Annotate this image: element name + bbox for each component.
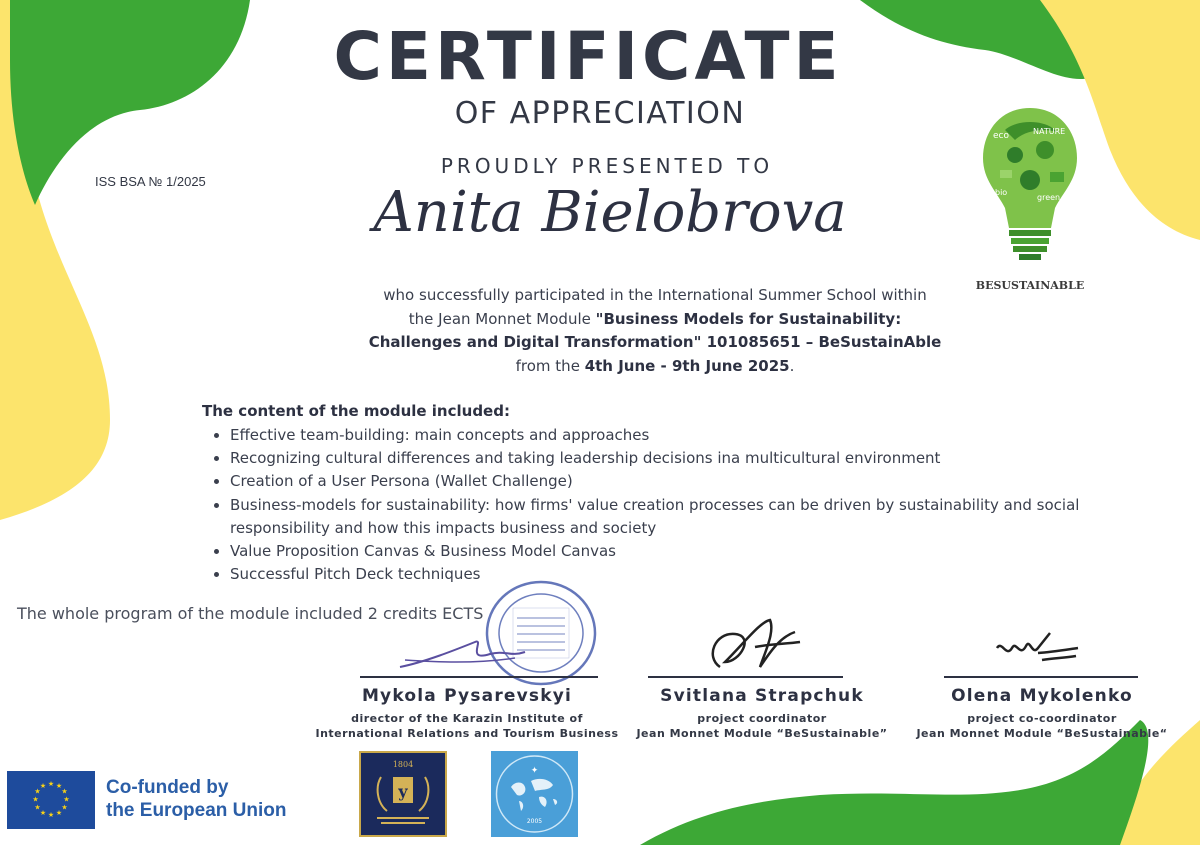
university-crest-icon — [361, 753, 445, 835]
certificate-subtitle: OF APPRECIATION — [454, 96, 746, 131]
university-logo — [359, 751, 447, 837]
svg-text:★: ★ — [47, 811, 55, 819]
signature-mykolenko — [992, 628, 1082, 668]
eu-cofunded-label: Co-funded by the European Union — [106, 777, 287, 821]
svg-text:★: ★ — [47, 780, 55, 788]
lightbulb-icon — [975, 100, 1085, 270]
svg-text:★: ★ — [61, 803, 68, 812]
svg-text:green: green — [1037, 193, 1061, 202]
signatory-name-2: Svitlana Strapchuk — [660, 686, 864, 706]
list-item: • Recognizing cultural differences and taking leadership decisions ina multicultural environment — [230, 447, 1110, 470]
module-content-heading: The content of the module included: — [202, 402, 510, 420]
signatory-role-2: project coordinator Jean Monnet Module “BeSustainable” — [636, 712, 888, 740]
description-line-2: the Jean Monnet Module "Business Models for Sustainability: — [408, 309, 902, 328]
module-content-list — [212, 424, 1110, 586]
description-line-3: Challenges and Digital Transformation" 101085651 – BeSustainAble — [368, 333, 942, 351]
svg-text:★: ★ — [39, 809, 47, 817]
svg-text:★: ★ — [55, 809, 63, 817]
signatory-name-3: Olena Mykolenko — [951, 686, 1133, 706]
university-year: 1804 — [392, 760, 414, 769]
recipient-name: Anita Bielobrova — [373, 180, 847, 245]
svg-text:✦: ✦ — [530, 766, 539, 776]
signatory-name-1: Mykola Pysarevskyi — [361, 686, 573, 706]
svg-text:NATURE: NATURE — [1033, 127, 1066, 136]
list-item: • Successful Pitch Deck techniques — [230, 563, 1110, 586]
svg-text:eco: eco — [993, 131, 1009, 141]
svg-text:bio: bio — [995, 188, 1008, 197]
list-item: • Effective team-building: main concepts and approaches — [230, 424, 1110, 447]
list-item: • Creation of a User Persona (Wallet Challenge) — [230, 470, 1110, 493]
signature-strapchuk — [700, 612, 810, 674]
program-credits-note: The whole program of the module included 2 credits ECTS — [17, 604, 484, 623]
svg-text:★: ★ — [34, 787, 41, 796]
svg-text:у: у — [397, 782, 409, 801]
signatory-role-1: director of the Karazin Institute of International Relations and Tourism Business — [315, 712, 619, 740]
signature-line-2 — [648, 676, 843, 678]
signature-pysarevskyi — [395, 632, 535, 677]
presented-to-label: PROUDLY PRESENTED TO — [440, 154, 774, 178]
eu-stars-icon — [7, 771, 95, 829]
list-item: • Value Proposition Canvas & Business Model Canvas — [230, 540, 1110, 563]
svg-text:★: ★ — [32, 795, 39, 804]
besustainable-logo — [975, 100, 1085, 290]
list-item: • Business-models for sustainability: how firms' value creation processes can be driven by sustainability and social responsibility and how this impacts business and society — [230, 494, 1110, 540]
svg-text:★: ★ — [39, 782, 47, 790]
svg-text:★: ★ — [34, 803, 41, 812]
svg-text:★: ★ — [61, 787, 68, 796]
signature-line-1 — [360, 676, 598, 678]
signatory-role-3: project co-coordinator Jean Monnet Module “BeSustainable“ — [916, 712, 1168, 740]
svg-text:★: ★ — [63, 795, 70, 804]
signature-line-3 — [944, 676, 1138, 678]
certificate-title: CERTIFICATE — [333, 18, 843, 95]
besustainable-logo-label: BESUSTAINABLE — [975, 279, 1085, 292]
institute-logo — [491, 751, 578, 837]
certificate-reference-number: ISS BSA № 1/2025 — [95, 174, 206, 189]
participation-description — [300, 284, 1010, 378]
eu-flag-icon — [7, 771, 95, 829]
description-line-1: who successfully participated in the International Summer School within — [383, 286, 927, 304]
world-map-icon — [491, 751, 578, 837]
description-line-4: from the 4th June - 9th June 2025. — [515, 356, 795, 375]
institute-year: 2005 — [526, 818, 543, 825]
svg-text:★: ★ — [55, 782, 63, 790]
